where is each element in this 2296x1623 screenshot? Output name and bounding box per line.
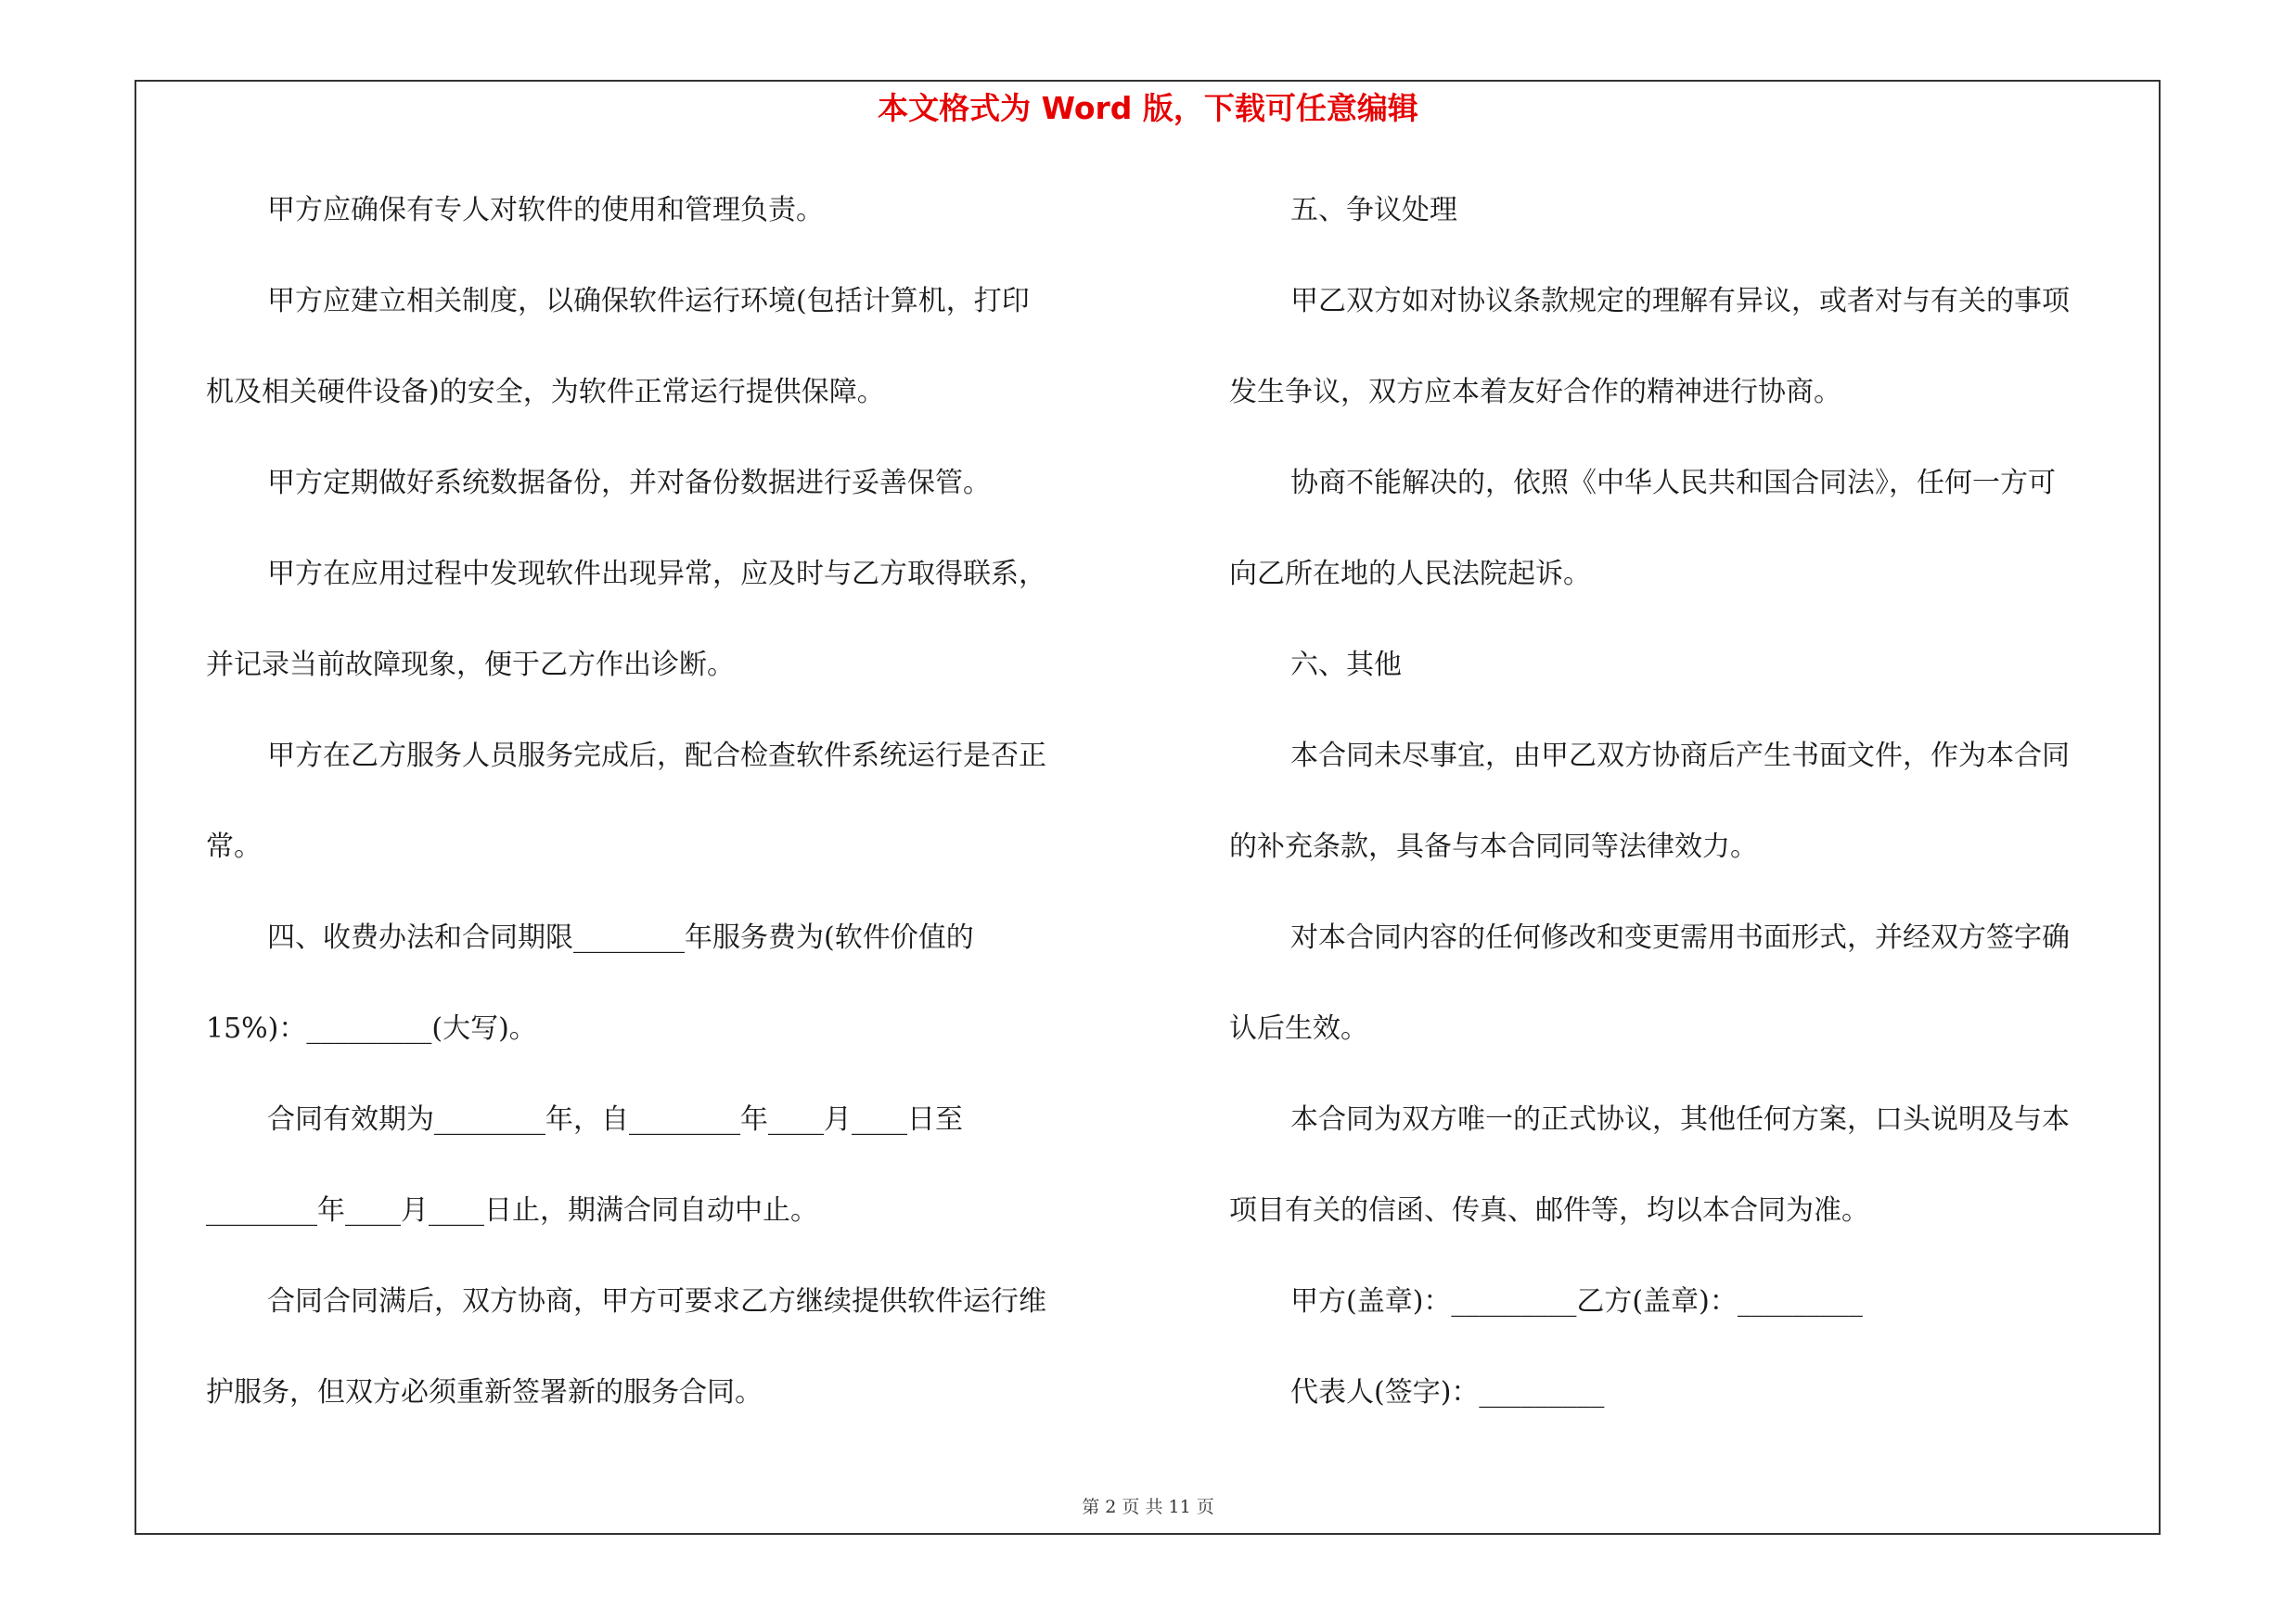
paragraph-line: 的补充条款，具备与本合同同等法律效力。 <box>1229 831 1758 863</box>
paragraph-line: 甲方应建立相关制度，以确保软件运行环境(包括计算机，打印 <box>267 285 1030 317</box>
paragraph-line: 发生争议，双方应本着友好合作的精神进行协商。 <box>1229 376 1841 408</box>
right-column <box>1229 165 2157 1438</box>
paragraph-line: 项目有关的信函、传真、邮件等，均以本合同为准。 <box>1229 1194 1869 1227</box>
paragraph-line: 常。 <box>206 831 262 863</box>
paragraph-line: 15%)：_________(大写)。 <box>206 1012 537 1045</box>
paragraph-line: 认后生效。 <box>1229 1012 1368 1045</box>
left-column <box>206 165 1152 1438</box>
paragraph-line: 机及相关硬件设备)的安全，为软件正常运行提供保障。 <box>206 376 885 408</box>
paragraph-line: ________年____月____日止，期满合同自动中止。 <box>206 1194 818 1227</box>
paragraph-line: 向乙所在地的人民法院起诉。 <box>1229 558 1591 590</box>
paragraph-line: 协商不能解决的，依照《中华人民共和国合同法》，任何一方可 <box>1290 467 2056 499</box>
signature-line-parties: 甲方(盖章)：_________乙方(盖章)：_________ <box>1290 1285 1863 1318</box>
paragraph-line: 甲方在应用过程中发现软件出现异常，应及时与乙方取得联系， <box>267 558 1046 590</box>
paragraph-line: 本合同为双方唯一的正式协议，其他任何方案，口头说明及与本 <box>1290 1103 2070 1136</box>
paragraph-line: 护服务，但双方必须重新签署新的服务合同。 <box>206 1376 763 1409</box>
paragraph-line: 本合同未尽事宜，由甲乙双方协商后产生书面文件，作为本合同 <box>1290 740 2070 772</box>
page-number: 第 2 页 共 11 页 <box>1082 1497 1214 1517</box>
paragraph-line: 合同合同满后，双方协商，甲方可要求乙方继续提供软件运行维 <box>267 1285 1046 1318</box>
signature-line-representative: 代表人(签字)：_________ <box>1290 1376 1605 1409</box>
section-heading-other: 六、其他 <box>1290 649 1402 681</box>
format-banner: 本文格式为 Word 版，下载可任意编辑 <box>878 90 1418 126</box>
paragraph-line: 并记录当前故障现象，便于乙方作出诊断。 <box>206 649 735 681</box>
paragraph-line: 甲方在乙方服务人员服务完成后，配合检查软件系统运行是否正 <box>267 740 1046 772</box>
paragraph-line: 甲乙双方如对协议条款规定的理解有异议，或者对与有关的事项 <box>1290 285 2070 317</box>
paragraph-line: 甲方应确保有专人对软件的使用和管理负责。 <box>267 194 824 226</box>
section-heading-dispute: 五、争议处理 <box>1290 194 1457 226</box>
section-heading-fee: 四、收费办法和合同期限________年服务费为(软件价值的 <box>267 921 974 954</box>
paragraph-line: 合同有效期为________年，自________年____月____日至 <box>267 1103 963 1136</box>
paragraph-line: 甲方定期做好系统数据备份，并对备份数据进行妥善保管。 <box>267 467 991 499</box>
paragraph-line: 对本合同内容的任何修改和变更需用书面形式，并经双方签字确 <box>1290 921 2070 954</box>
